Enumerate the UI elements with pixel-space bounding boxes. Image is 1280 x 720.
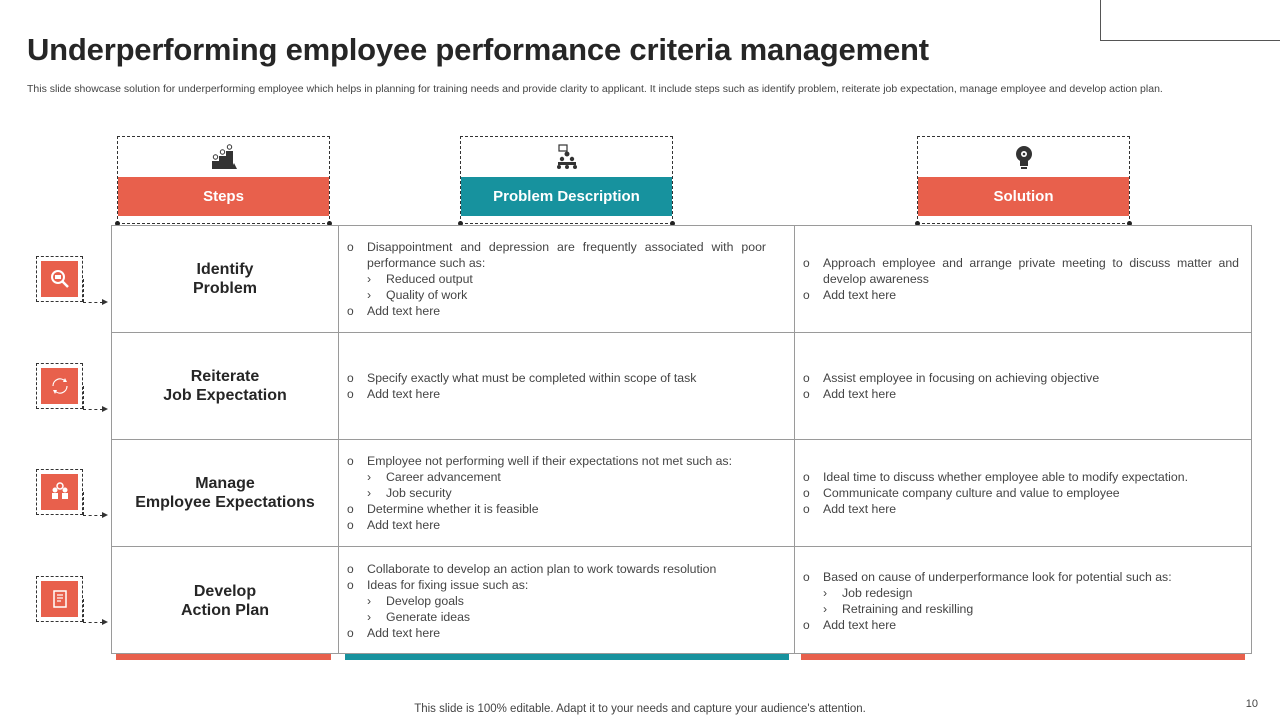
document-plan-icon: [49, 588, 71, 610]
criteria-table: [111, 225, 1252, 654]
table-row: [112, 440, 1251, 547]
header-problem-label: Problem Description: [461, 177, 672, 216]
refresh-cycle-icon: [49, 375, 71, 397]
bottom-bar-problem: [345, 654, 789, 660]
problem-cell: o Disappointment and depression are frequently associated with poor performance such as: › Reduced output › Quality of work o Add text here: [339, 226, 795, 332]
step-name: Manage Employee Expectations: [135, 475, 315, 511]
solution-cell: o Based on cause of underperformance look for potential such as: › Job redesign › Retraining and reskilling o Add text here: [795, 547, 1251, 654]
solution-cell: o Approach employee and arrange private meeting to discuss matter and develop awareness o Add text here: [795, 226, 1251, 332]
team-building-icon: [553, 143, 581, 171]
slide-title: Underperforming employee performance criteria management: [27, 32, 929, 67]
problem-cell: o Specify exactly what must be completed within scope of task o Add text here: [339, 333, 795, 439]
header-steps-label: Steps: [118, 177, 329, 216]
side-icon-box: [36, 256, 83, 302]
table-row: [112, 547, 1251, 654]
step-name: Identify Problem: [192, 261, 257, 297]
corner-frame: [1100, 0, 1280, 41]
problem-cell: o Collaborate to develop an action plan to work towards resolution o Ideas for fixing issue such as: › Develop goals › Generate ideas o Add text here: [339, 547, 795, 654]
slide-subtitle: This slide showcase solution for underperforming employee which helps in planning for training needs and provide clarity to applicant. It include steps such as identify problem, reiterate job expectation, manage employee and develop action plan.: [27, 83, 1163, 95]
magnifier-icon: [49, 268, 71, 290]
step-name: Develop Action Plan: [180, 582, 269, 619]
footer-note: This slide is 100% editable. Adapt it to your needs and capture your audience's attention.: [414, 703, 866, 715]
bulb-gear-icon: [1010, 143, 1038, 171]
header-problem: [460, 136, 673, 224]
header-solution: [917, 136, 1130, 224]
side-icon-box: [36, 576, 83, 622]
people-gear-icon: [49, 481, 71, 503]
bottom-bar-steps: [116, 654, 331, 660]
podium-stairs-icon: [210, 143, 238, 171]
side-icon-box: [36, 363, 83, 409]
header-steps: [117, 136, 330, 224]
solution-cell: o Ideal time to discuss whether employee able to modify expectation. o Communicate company culture and value to employee o Add text here: [795, 440, 1251, 546]
step-name: Reiterate Job Expectation: [163, 368, 287, 404]
header-solution-label: Solution: [918, 177, 1129, 216]
solution-cell: o Assist employee in focusing on achieving objective o Add text here: [795, 333, 1251, 439]
page-number: 10: [1245, 698, 1258, 710]
table-row: [112, 333, 1251, 440]
table-row: [112, 226, 1251, 333]
problem-cell: o Employee not performing well if their expectations not met such as: › Career advancement › Job security o Determine whether it is feasible o Add text here: [339, 440, 795, 546]
bottom-bar-solution: [801, 654, 1245, 660]
side-icon-box: [36, 469, 83, 515]
